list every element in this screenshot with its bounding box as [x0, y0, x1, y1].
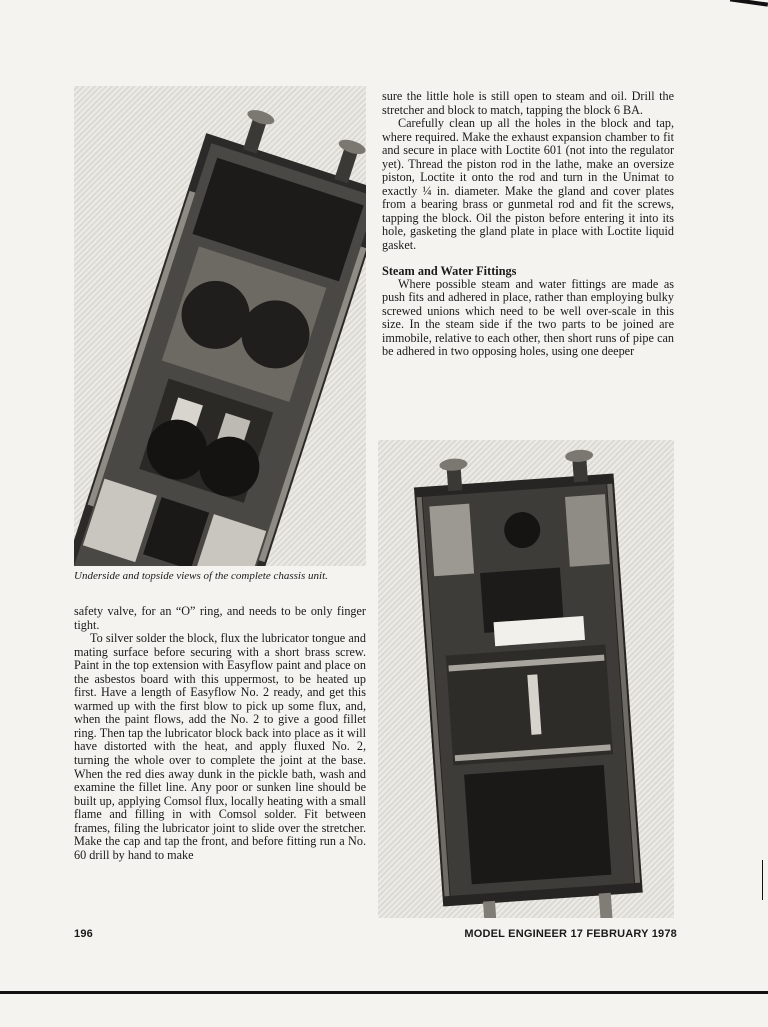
- left-paragraph-1: safety valve, for an “O” ring, and needs to be only finger tight.: [74, 604, 366, 632]
- right-paragraph-2: Carefully clean up all the holes in the block and tap, where required. Make the exhaust expansion chamber to fit and secure in place with Loctite 601 (not into the regulator yet). Thread the piston rod in the lathe, make an oversize piston, Loctite it onto the rod and turn in the Unimat to exactly ¼ in. diameter. Make the gland and cover plates from a bearing brass or gunmetal rod and fit the screws, tapping the block. Oil the piston before entering it into its hole, gasketing the gland plate in place with Loctite liquid gasket.: [382, 116, 674, 253]
- right-paragraph-1: sure the little hole is still open to steam and oil. Drill the stretcher and block to match, tapping the block 6 BA.: [382, 89, 674, 117]
- publication-footer: MODEL ENGINEER 17 FEBRUARY 1978: [464, 928, 677, 940]
- section-heading: Steam and Water Fittings: [382, 263, 517, 278]
- scan-mark-right-edge: [762, 860, 763, 900]
- chassis-underside-illustration: [74, 86, 366, 566]
- photo-caption: Underside and topside views of the complete chassis unit.: [74, 570, 328, 582]
- bottom-scan-edge: [0, 991, 768, 994]
- chassis-underside-photo: [74, 86, 366, 566]
- right-text-column: [382, 90, 674, 359]
- chassis-topside-illustration: [378, 440, 674, 918]
- right-paragraph-3: Where possible steam and water fittings are made as push fits and adhered in place, rather than employing bulky screwed unions which need to be well over-scale in this size. In the steam side if the two parts to be joined are immobile, relative to each other, then short runs of pipe can be adhered in two opposing holes, using one deeper: [382, 276, 674, 359]
- page-number: 196: [74, 928, 93, 940]
- left-paragraph-2: To silver solder the block, flux the lubricator tongue and mating surface before securing with a short brass screw. Paint in the top extension with Easyflow paint and place on the asbestos board with this uppermost, to be heated up first. Have a length of Easyflow No. 2 ready, and get this warmed up with the first blow to pick up some flux, and, when the paint flows, add the No. 2 to give a good fillet ring. Then tap the lubricator block back into place as it will have distorted with the heat, and apply fluxed No. 2, turning the whole over to complete the joint at the base. When the red dies away dunk in the pickle bath, wash and examine the fillet line. Any poor or sunken line should be built up, applying Comsol flux, locally heating with a small flame and filling in with Comsol solder. Fit between frames, filing the lubricator joint to slide over the stretcher. Make the cap and tap the front, and before fitting run a No. 60 drill by hand to make: [74, 631, 366, 862]
- scan-mark-top-right: [730, 0, 768, 7]
- left-text-column: [74, 605, 366, 862]
- chassis-topside-photo: [378, 440, 674, 918]
